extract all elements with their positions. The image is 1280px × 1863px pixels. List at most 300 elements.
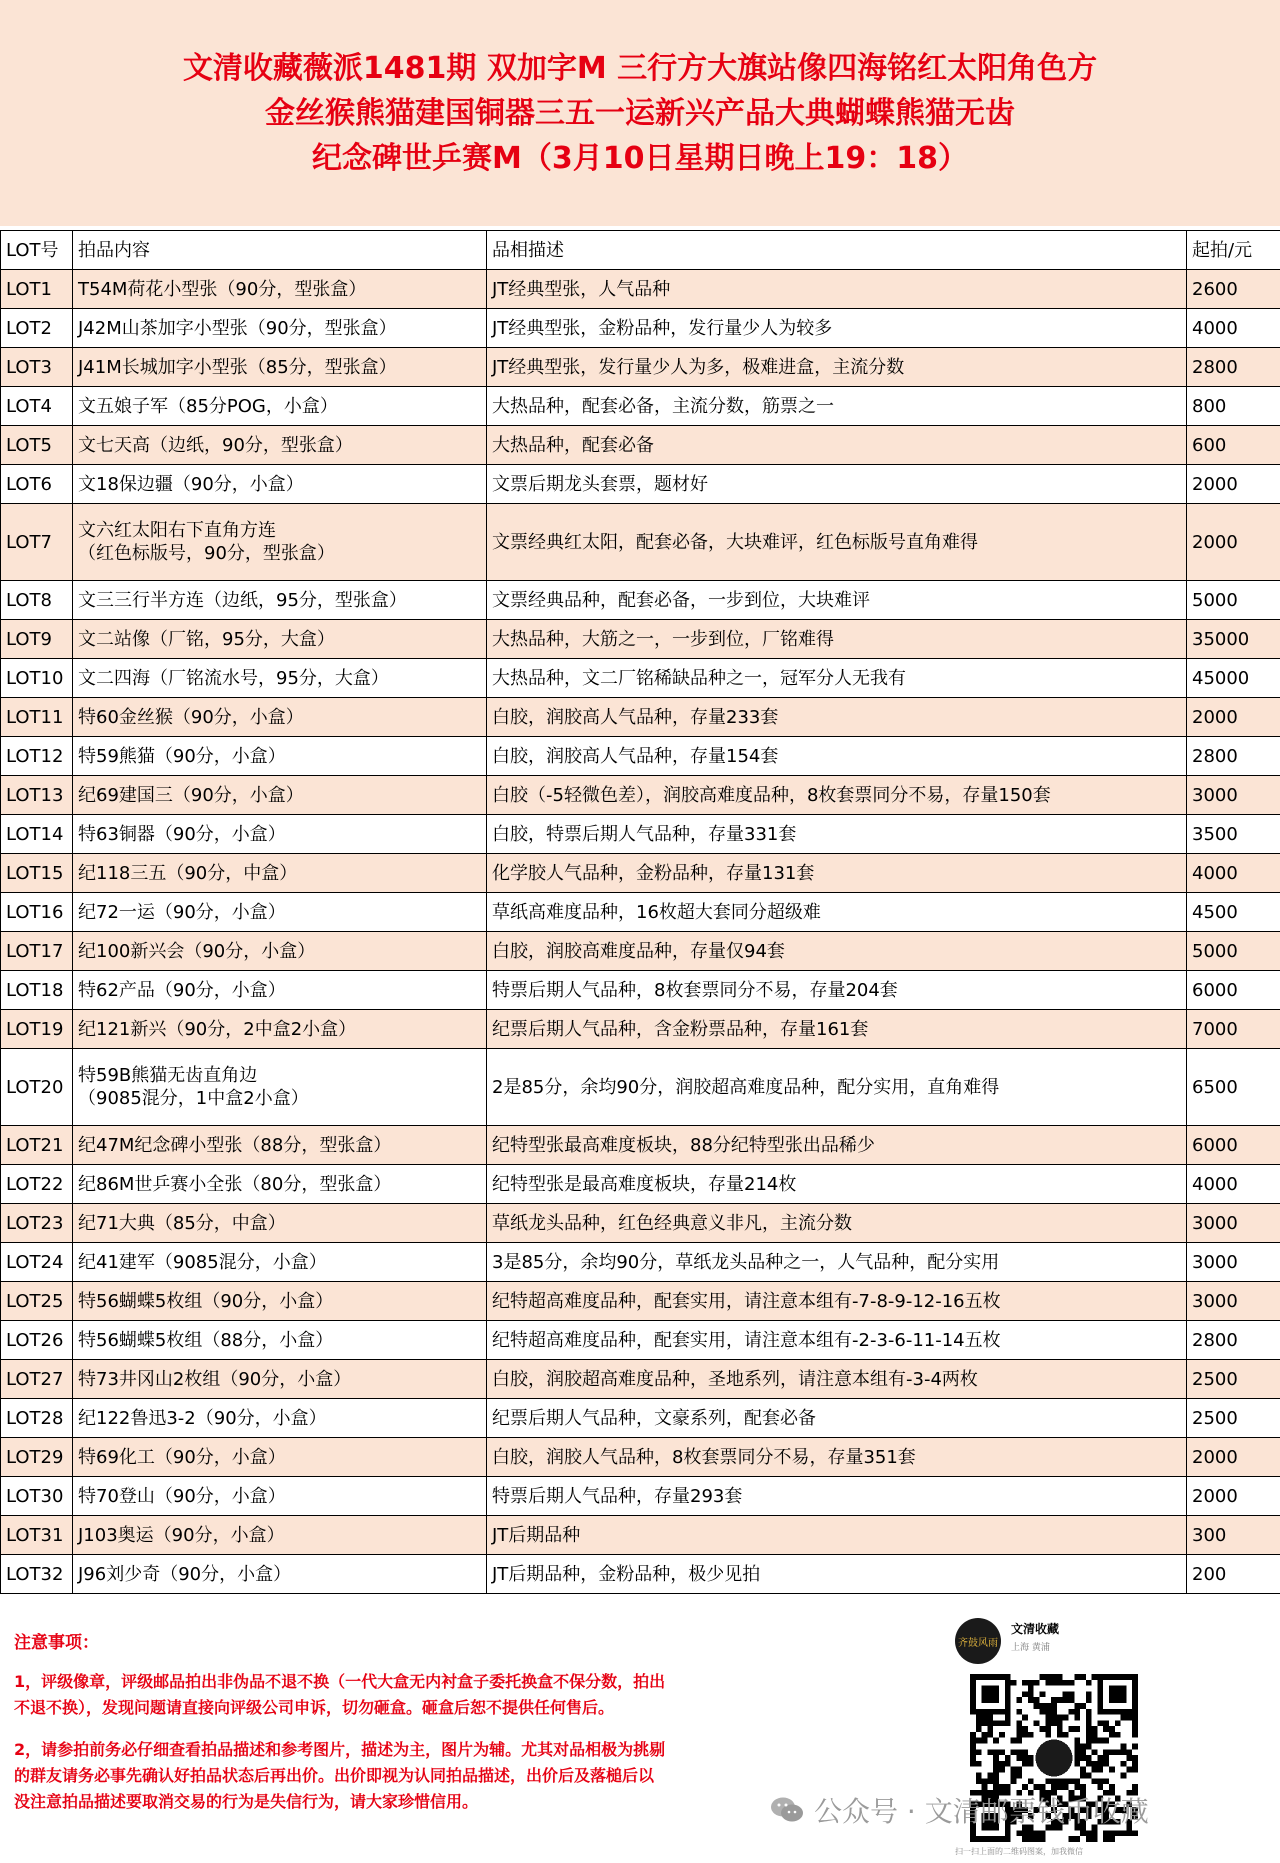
table-row (1, 387, 1280, 426)
qr-module (1109, 1726, 1115, 1732)
cell-start-price: 7000 (1187, 1010, 1280, 1049)
qr-module (993, 1738, 999, 1744)
cell-description: 白胶（-5轻微色差），润胶高难度品种，8枚套票同分不易，存量150套 (487, 776, 1187, 815)
qr-module (1080, 1744, 1086, 1750)
qr-module (1132, 1715, 1138, 1721)
qr-module (993, 1761, 999, 1767)
qr-module (1086, 1691, 1092, 1697)
cell-description: 2是85分，余均90分，润胶超高难度品种，配分实用，直角难得 (487, 1049, 1187, 1126)
qr-module (1028, 1686, 1034, 1692)
cell-content-line: T54M荷花小型张（90分，型张盒） (78, 278, 367, 300)
qr-module (1080, 1830, 1086, 1836)
cell-content-line: 特60金丝猴（90分，小盒） (78, 706, 304, 728)
cell-lot: LOT17 (1, 932, 73, 971)
cell-content (73, 309, 487, 348)
cell-lot: LOT25 (1, 1282, 73, 1321)
qr-module (1016, 1732, 1022, 1738)
qr-module (1103, 1738, 1109, 1744)
qr-module (970, 1749, 976, 1755)
cell-lot: LOT13 (1, 776, 73, 815)
qr-module (1022, 1761, 1028, 1767)
cell-lot: LOT24 (1, 1243, 73, 1282)
qr-module (1063, 1778, 1069, 1784)
cell-content (73, 776, 487, 815)
qr-module (1103, 1755, 1109, 1761)
cell-lot: LOT7 (1, 504, 73, 581)
cell-description: 白胶，润胶人气品种，8枚套票同分不易，存量351套 (487, 1438, 1187, 1477)
qr-module (1040, 1726, 1046, 1732)
cell-content-line: 特70登山（90分，小盒） (78, 1485, 286, 1507)
qr-module (1132, 1767, 1138, 1773)
cell-content-line: J42M山茶加字小型张（90分，型张盒） (78, 317, 397, 339)
qr-module (1011, 1778, 1017, 1784)
table-row (1, 504, 1280, 581)
qr-module (1040, 1691, 1046, 1697)
cell-content (73, 1516, 487, 1555)
qr-module (1040, 1836, 1046, 1842)
cell-content (73, 1321, 487, 1360)
cell-content (73, 1438, 487, 1477)
qr-module (1074, 1674, 1080, 1680)
qr-module (976, 1738, 982, 1744)
cell-start-price: 800 (1187, 387, 1280, 426)
qr-module (1051, 1715, 1057, 1721)
qr-module (1028, 1836, 1034, 1842)
note-line: 1，评级像章，评级邮品拍出非伪品不退不换（一代大盒无内衬盒子委托换盒不保分数，拍出 (14, 1672, 666, 1691)
cell-lot: LOT16 (1, 893, 73, 932)
qr-module (1080, 1772, 1086, 1778)
qr-module (1028, 1691, 1034, 1697)
qr-module (1068, 1836, 1074, 1842)
cell-content (73, 1243, 487, 1282)
cell-lot: LOT30 (1, 1477, 73, 1516)
cell-content-line: 纪121新兴（90分，2中盒2小盒） (78, 1018, 357, 1040)
table-row (1, 971, 1280, 1010)
qr-module (982, 1732, 988, 1738)
cell-lot: LOT28 (1, 1399, 73, 1438)
qr-module (1011, 1749, 1017, 1755)
table-row (1, 270, 1280, 309)
cell-description: 白胶，润胶高人气品种，存量154套 (487, 737, 1187, 776)
qr-module (1005, 1755, 1011, 1761)
cell-content-line: （红色标版号，90分，型张盒） (78, 543, 335, 564)
column-header-description: 品相描述 (487, 231, 1187, 270)
cell-lot: LOT26 (1, 1321, 73, 1360)
qr-module (1092, 1836, 1098, 1842)
cell-content (73, 698, 487, 737)
qr-module (1068, 1726, 1074, 1732)
cell-lot: LOT29 (1, 1438, 73, 1477)
cell-description: 文票经典品种，配套必备，一步到位，大块难评 (487, 581, 1187, 620)
cell-description: 大热品种，大筋之一，一步到位，厂铭难得 (487, 620, 1187, 659)
notes-section (14, 1628, 814, 1815)
qr-module (1097, 1778, 1103, 1784)
cell-content (73, 270, 487, 309)
qr-module (1063, 1732, 1069, 1738)
qr-module (976, 1726, 982, 1732)
cell-content-line: 特73井冈山2枚组（90分，小盒） (78, 1368, 352, 1390)
qr-module (1115, 1830, 1121, 1836)
qr-module (1022, 1691, 1028, 1697)
qr-module (1074, 1836, 1080, 1842)
cell-description: 纪特型张最高难度板块，88分纪特型张出品稀少 (487, 1126, 1187, 1165)
cell-lot: LOT27 (1, 1360, 73, 1399)
qr-module (1109, 1784, 1115, 1790)
qr-module (1005, 1784, 1011, 1790)
qr-module (999, 1749, 1005, 1755)
table-row (1, 737, 1280, 776)
qr-module (1011, 1680, 1017, 1686)
qr-module (1057, 1697, 1063, 1703)
qr-module (1011, 1767, 1017, 1773)
table-row (1, 1204, 1280, 1243)
cell-start-price: 2600 (1187, 270, 1280, 309)
qr-module (1028, 1761, 1034, 1767)
qr-module (993, 1784, 999, 1790)
cell-start-price: 6000 (1187, 1126, 1280, 1165)
cell-content (73, 932, 487, 971)
cell-start-price: 5000 (1187, 581, 1280, 620)
cell-content (73, 620, 487, 659)
cell-content (73, 504, 487, 581)
qr-module (987, 1720, 993, 1726)
cell-content-line: 纪72一运（90分，小盒） (78, 901, 286, 923)
qr-module (1086, 1732, 1092, 1738)
cell-content (73, 1126, 487, 1165)
qr-module (1074, 1744, 1080, 1750)
cell-description: JT经典型张，发行量少人为多，极难进盒，主流分数 (487, 348, 1187, 387)
qr-module (1057, 1726, 1063, 1732)
table-row (1, 893, 1280, 932)
qr-module (1086, 1715, 1092, 1721)
qr-module (1074, 1761, 1080, 1767)
qr-module (982, 1778, 988, 1784)
cell-content (73, 1282, 487, 1321)
qr-module (1080, 1755, 1086, 1761)
cell-content-line: 特62产品（90分，小盒） (78, 979, 286, 1001)
qr-module (1005, 1715, 1011, 1721)
qr-module (1051, 1703, 1057, 1709)
qr-module (1092, 1749, 1098, 1755)
qr-module (982, 1720, 988, 1726)
cell-description: 纪特型张是最高难度板块，存量214枚 (487, 1165, 1187, 1204)
table-row (1, 1516, 1280, 1555)
qr-module (1028, 1755, 1034, 1761)
qr-module (987, 1715, 993, 1721)
qr-module (1016, 1720, 1022, 1726)
cell-description: 纪特超高难度品种，配套实用，请注意本组有-7-8-9-12-16五枚 (487, 1282, 1187, 1321)
qr-module (1057, 1680, 1063, 1686)
cell-start-price: 2800 (1187, 348, 1280, 387)
table-row (1, 698, 1280, 737)
qr-module (1022, 1836, 1028, 1842)
cell-start-price: 3000 (1187, 1282, 1280, 1321)
header-title-line-2: 金丝猴熊猫建国铜器三五一运新兴产品大典蝴蝶熊猫无齿 (265, 95, 1015, 131)
qr-module (1109, 1732, 1115, 1738)
cell-content-line: （9085混分，1中盒2小盒） (78, 1088, 309, 1109)
table-row (1, 309, 1280, 348)
cell-start-price: 2000 (1187, 1477, 1280, 1516)
qr-module (1126, 1830, 1132, 1836)
qr-module (1063, 1680, 1069, 1686)
cell-lot: LOT4 (1, 387, 73, 426)
qr-module (1126, 1767, 1132, 1773)
cell-start-price: 200 (1187, 1555, 1280, 1594)
cell-content-line: 纪100新兴会（90分，小盒） (78, 940, 316, 962)
qr-module (1022, 1715, 1028, 1721)
qr-module (970, 1761, 976, 1767)
cell-description: 文票经典红太阳，配套必备，大块难评，红色标版号直角难得 (487, 504, 1187, 581)
qr-module (1005, 1720, 1011, 1726)
qr-module (1068, 1697, 1074, 1703)
cell-content-line: 纪86M世乒赛小全张（80分，型张盒） (78, 1173, 392, 1195)
cell-content (73, 737, 487, 776)
cell-start-price: 3000 (1187, 1204, 1280, 1243)
qr-module (1132, 1761, 1138, 1767)
qr-module (999, 1761, 1005, 1767)
column-header-content: 拍品内容 (73, 231, 487, 270)
cell-content (73, 465, 487, 504)
note-line: 没注意拍品描述要取消交易的行为是失信行为，请大家珍惜信用。 (14, 1792, 479, 1811)
qr-module (1040, 1830, 1046, 1836)
qr-module (1103, 1761, 1109, 1767)
qr-module (1045, 1778, 1051, 1784)
qr-module (1045, 1703, 1051, 1709)
brand-location: 上海 黄浦 (1011, 1643, 1050, 1653)
cell-start-price: 3000 (1187, 1243, 1280, 1282)
cell-lot: LOT5 (1, 426, 73, 465)
qr-module (982, 1715, 988, 1721)
qr-module (993, 1772, 999, 1778)
qr-module (1115, 1749, 1121, 1755)
cell-content-line: J96刘少奇（90分，小盒） (78, 1563, 292, 1585)
qr-module (1068, 1709, 1074, 1715)
qr-caption: 扫一扫上面的二维码图案，加我微信 (955, 1847, 1083, 1856)
cell-description: 纪票后期人气品种，含金粉票品种，存量161套 (487, 1010, 1187, 1049)
qr-module (982, 1738, 988, 1744)
wechat-watermark (770, 1790, 1149, 1830)
qr-module (1063, 1784, 1069, 1790)
page-header (0, 0, 1280, 226)
qr-module (1097, 1755, 1103, 1761)
cell-lot: LOT22 (1, 1165, 73, 1204)
cell-description: 白胶，润胶超高难度品种，圣地系列，请注意本组有-3-4两枚 (487, 1360, 1187, 1399)
qr-module (1103, 1749, 1109, 1755)
qr-module (1132, 1744, 1138, 1750)
qr-module (1109, 1830, 1115, 1836)
qr-module (1074, 1784, 1080, 1790)
qr-module (1028, 1697, 1034, 1703)
qr-module (1080, 1703, 1086, 1709)
qr-module (976, 1761, 982, 1767)
qr-module (1045, 1709, 1051, 1715)
qr-module (1051, 1674, 1057, 1680)
qr-module (1057, 1732, 1063, 1738)
cell-start-price: 2000 (1187, 465, 1280, 504)
qr-module (1092, 1732, 1098, 1738)
cell-content-line: 纪118三五（90分，中盒） (78, 862, 298, 884)
cell-description: 大热品种，配套必备 (487, 426, 1187, 465)
cell-content (73, 971, 487, 1010)
qr-module (987, 1772, 993, 1778)
auction-table (0, 230, 1280, 1594)
qr-module (1074, 1726, 1080, 1732)
qr-module (1057, 1715, 1063, 1721)
qr-module (1040, 1784, 1046, 1790)
qr-module (1132, 1830, 1138, 1836)
cell-description: 大热品种，配套必备，主流分数，筋票之一 (487, 387, 1187, 426)
qr-module (1103, 1836, 1109, 1842)
cell-lot: LOT9 (1, 620, 73, 659)
qr-module (1109, 1767, 1115, 1773)
cell-description: 草纸龙头品种，红色经典意义非凡，主流分数 (487, 1204, 1187, 1243)
cell-start-price: 45000 (1187, 659, 1280, 698)
qr-module (993, 1749, 999, 1755)
qr-module (982, 1784, 988, 1790)
cell-content (73, 893, 487, 932)
table-row (1, 620, 1280, 659)
table-row (1, 1165, 1280, 1204)
wechat-icon (770, 1796, 804, 1824)
qr-module (1115, 1732, 1121, 1738)
cell-lot: LOT8 (1, 581, 73, 620)
qr-module (1132, 1720, 1138, 1726)
qr-module (976, 1715, 982, 1721)
cell-lot: LOT15 (1, 854, 73, 893)
qr-module (1074, 1738, 1080, 1744)
table-row (1, 465, 1280, 504)
cell-content-line: 特69化工（90分，小盒） (78, 1446, 286, 1468)
qr-module (1086, 1755, 1092, 1761)
qr-module (1115, 1720, 1121, 1726)
cell-lot: LOT18 (1, 971, 73, 1010)
qr-module (1097, 1738, 1103, 1744)
qr-module (970, 1738, 976, 1744)
cell-content (73, 659, 487, 698)
cell-start-price: 6000 (1187, 971, 1280, 1010)
cell-lot: LOT19 (1, 1010, 73, 1049)
cell-content (73, 1165, 487, 1204)
qr-module (1126, 1755, 1132, 1761)
qr-module (1028, 1680, 1034, 1686)
qr-module (1057, 1778, 1063, 1784)
cell-content (73, 426, 487, 465)
qr-module (1051, 1784, 1057, 1790)
qr-module (1045, 1715, 1051, 1721)
cell-content (73, 1049, 487, 1126)
cell-content-line: J41M长城加字小型张（85分，型张盒） (78, 356, 397, 378)
qr-module (1016, 1772, 1022, 1778)
qr-module (1103, 1778, 1109, 1784)
cell-lot: LOT3 (1, 348, 73, 387)
qr-module (1074, 1715, 1080, 1721)
cell-start-price: 2500 (1187, 1360, 1280, 1399)
cell-content (73, 348, 487, 387)
qr-module (1040, 1703, 1046, 1709)
qr-module (976, 1720, 982, 1726)
cell-description: JT经典型张，金粉品种，发行量少人为较多 (487, 309, 1187, 348)
qr-module (1016, 1767, 1022, 1773)
qr-module (987, 1732, 993, 1738)
cell-lot: LOT1 (1, 270, 73, 309)
cell-start-price: 4000 (1187, 309, 1280, 348)
table-row (1, 1243, 1280, 1282)
cell-description: 白胶，特票后期人气品种，存量331套 (487, 815, 1187, 854)
qr-module (1092, 1761, 1098, 1767)
cell-content-line: 纪41建军（9085混分，小盒） (78, 1251, 327, 1273)
qr-module (1034, 1720, 1040, 1726)
qr-module (1121, 1761, 1127, 1767)
qr-module (1045, 1732, 1051, 1738)
qr-module (1005, 1761, 1011, 1767)
qr-module (1022, 1732, 1028, 1738)
qr-module (1097, 1767, 1103, 1773)
table-row (1, 776, 1280, 815)
cell-description: 白胶，润胶高人气品种，存量233套 (487, 698, 1187, 737)
table-row (1, 1438, 1280, 1477)
cell-lot: LOT23 (1, 1204, 73, 1243)
cell-description: 白胶，润胶高难度品种，存量仅94套 (487, 932, 1187, 971)
cell-start-price: 2000 (1187, 698, 1280, 737)
qr-module (1022, 1784, 1028, 1790)
qr-module (993, 1778, 999, 1784)
qr-module (970, 1755, 976, 1761)
cell-content-line: J103奥运（90分，小盒） (78, 1524, 285, 1546)
cell-content (73, 1204, 487, 1243)
cell-description: JT后期品种 (487, 1516, 1187, 1555)
table-row (1, 1049, 1280, 1126)
qr-module (1109, 1836, 1115, 1842)
note-item (14, 1669, 814, 1721)
qr-module (1051, 1697, 1057, 1703)
cell-description: 草纸高难度品种，16枚超大套同分超级难 (487, 893, 1187, 932)
cell-start-price: 2000 (1187, 504, 1280, 581)
qr-module (1034, 1836, 1040, 1842)
cell-content-line: 文五娘子军（85分POG，小盒） (78, 395, 338, 417)
qr-module (1051, 1680, 1057, 1686)
cell-start-price: 35000 (1187, 620, 1280, 659)
brand-name: 文清收藏 (1011, 1622, 1060, 1636)
cell-start-price: 3000 (1187, 776, 1280, 815)
qr-module (999, 1732, 1005, 1738)
qr-module (1121, 1830, 1127, 1836)
table-row (1, 1126, 1280, 1165)
qr-module (976, 1772, 982, 1778)
qr-module (1126, 1749, 1132, 1755)
cell-content-line: 文六红太阳右下直角方连 (78, 520, 276, 541)
qr-brand (955, 1610, 1170, 1666)
qr-module (1103, 1720, 1109, 1726)
table-row (1, 854, 1280, 893)
qr-module (1097, 1784, 1103, 1790)
table-row (1, 1010, 1280, 1049)
cell-description: 特票后期人气品种，存量293套 (487, 1477, 1187, 1516)
cell-content-line: 特59B熊猫无齿直角边 (78, 1065, 258, 1086)
cell-description: 文票后期龙头套票，题材好 (487, 465, 1187, 504)
cell-lot: LOT31 (1, 1516, 73, 1555)
qr-module (1057, 1720, 1063, 1726)
qr-module (1016, 1755, 1022, 1761)
cell-content-line: 纪122鲁迅3-2（90分，小盒） (78, 1407, 327, 1429)
cell-content (73, 387, 487, 426)
qr-module (993, 1720, 999, 1726)
note-line: 2，请参拍前务必仔细查看拍品描述和参考图片，描述为主，图片为辅。尤其对品相极为挑剔 (14, 1740, 666, 1759)
qr-module (1022, 1680, 1028, 1686)
table-row (1, 1555, 1280, 1594)
qr-module (1121, 1749, 1127, 1755)
cell-description: 3是85分，余均90分，草纸龙头品种之一，人气品种，配分实用 (487, 1243, 1187, 1282)
qr-module (1057, 1674, 1063, 1680)
